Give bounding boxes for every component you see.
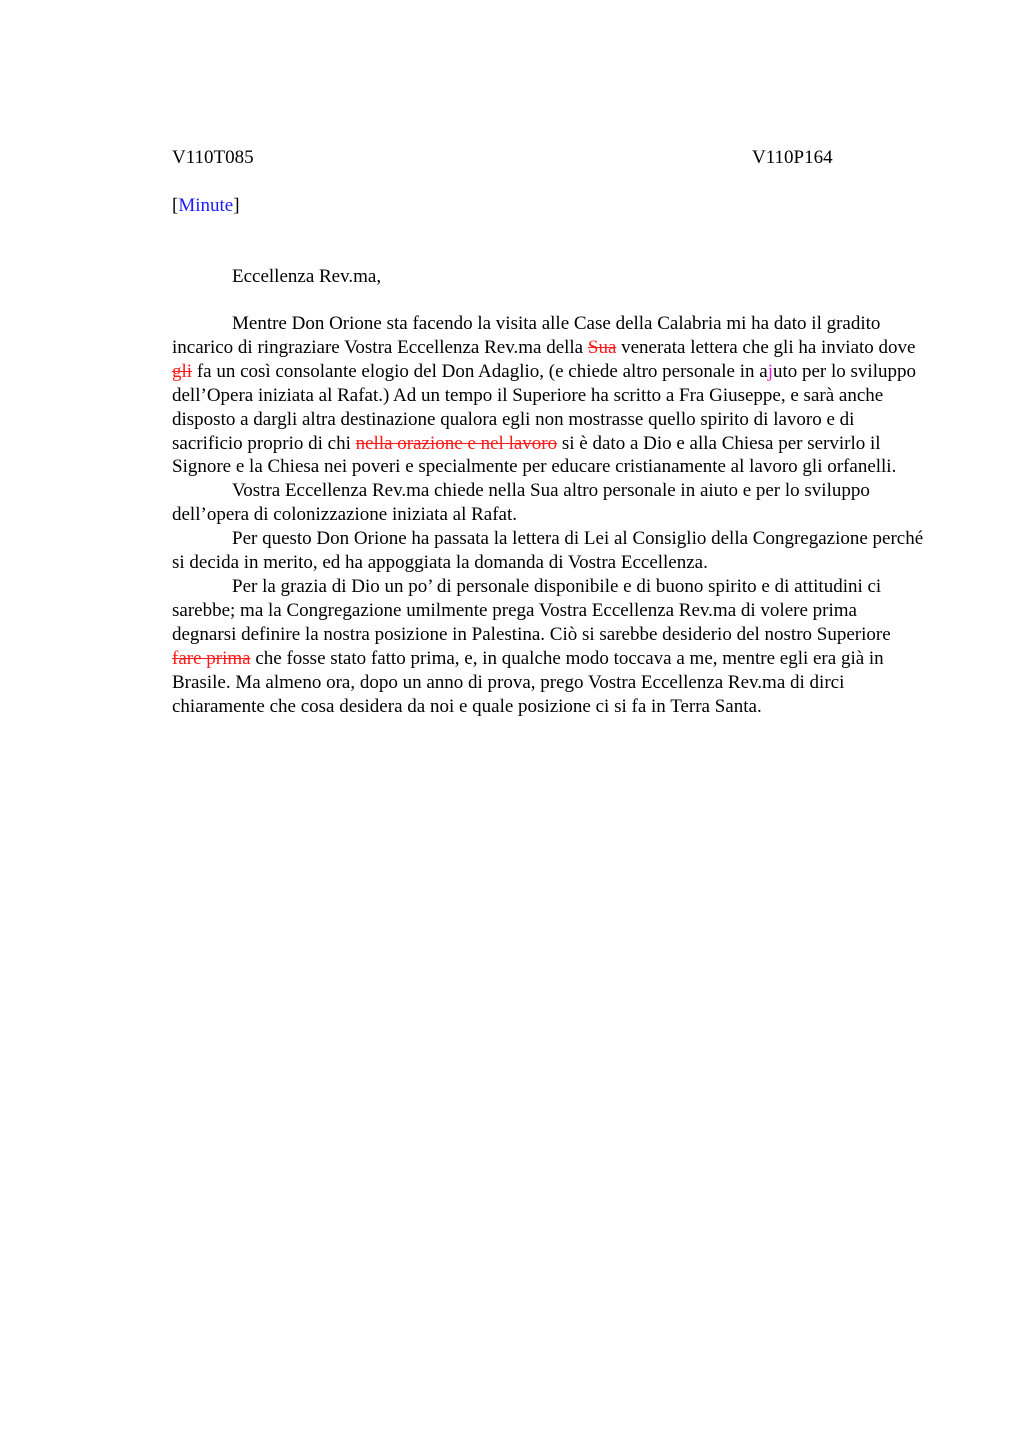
text-segment: Mentre Don Orione sta facendo la visita alle Case della Calabria mi ha dato il gradito incarico di ringraziare Vostra Eccellenza Rev.ma della xyxy=(172,313,881,358)
text-segment: che fosse stato fatto prima, e, in qualche modo toccava a me, mentre egli era già in Brasile. Ma almeno ora, dopo un anno di prova, prego Vostra Eccellenza Rev.ma di dirci chiaramente che cosa desidera da noi e quale posizione ci si fa in Terra Santa. xyxy=(172,647,884,717)
minute-open-bracket: [ xyxy=(172,195,179,216)
inserted-text: j xyxy=(767,360,773,382)
minute-close-bracket: ] xyxy=(233,195,240,216)
text-segment: uto per lo sviluppo dell’Opera iniziata al Rafat.) Ad un tempo il Superiore ha scritto a Fra Giuseppe, e sarà anche disposto a dargli altra destinazione qualora egli non mostrasse quello spirito di lavoro e di sacrificio proprio di chi xyxy=(172,360,916,454)
deleted-text: Sua xyxy=(587,336,617,358)
salutation: Eccellenza Rev.ma, xyxy=(232,266,382,287)
document-code-right: V110P164 xyxy=(752,147,833,168)
deleted-text: fare prima xyxy=(172,647,251,669)
paragraph-1 xyxy=(172,312,924,479)
paragraph-3: Per questo Don Orione ha passata la lettera di Lei al Consiglio della Congregazione perché si decida in merito, ed ha appoggiata la domanda di Vostra Eccellenza. xyxy=(172,528,924,574)
text-segment: venerata lettera che gli ha inviato dove xyxy=(616,336,916,358)
text-segment: si è dato a Dio e alla Chiesa per servirlo il Signore e la Chiesa nei poveri e specialmente per educare cristianamente al lavoro gli orfanelli. xyxy=(172,432,897,478)
minute-label: Minute xyxy=(178,195,234,216)
paragraph-2: Vostra Eccellenza Rev.ma chiede nella Sua altro personale in aiuto e per lo sviluppo dell’opera di colonizzazione iniziata al Rafat. xyxy=(172,480,870,526)
deleted-text: nella orazione e nel lavoro xyxy=(355,432,558,454)
document-code-left: V110T085 xyxy=(172,147,254,168)
paragraph-4 xyxy=(172,575,924,718)
deleted-text: gli xyxy=(172,360,193,382)
letter-body xyxy=(172,312,924,718)
text-segment: Per la grazia di Dio un po’ di personale disponibile e di buono spirito e di attitudini ci sarebbe; ma la Congregazione umilmente prega Vostra Eccellenza Rev.ma di volere prima degnarsi definire la nostra posizione in Palestina. Ciò si sarebbe desiderio del nostro Superiore xyxy=(172,575,891,645)
text-segment: fa un così consolante elogio del Don Adaglio, (e chiede altro personale in a xyxy=(192,360,768,382)
minute-annotation xyxy=(172,195,240,217)
